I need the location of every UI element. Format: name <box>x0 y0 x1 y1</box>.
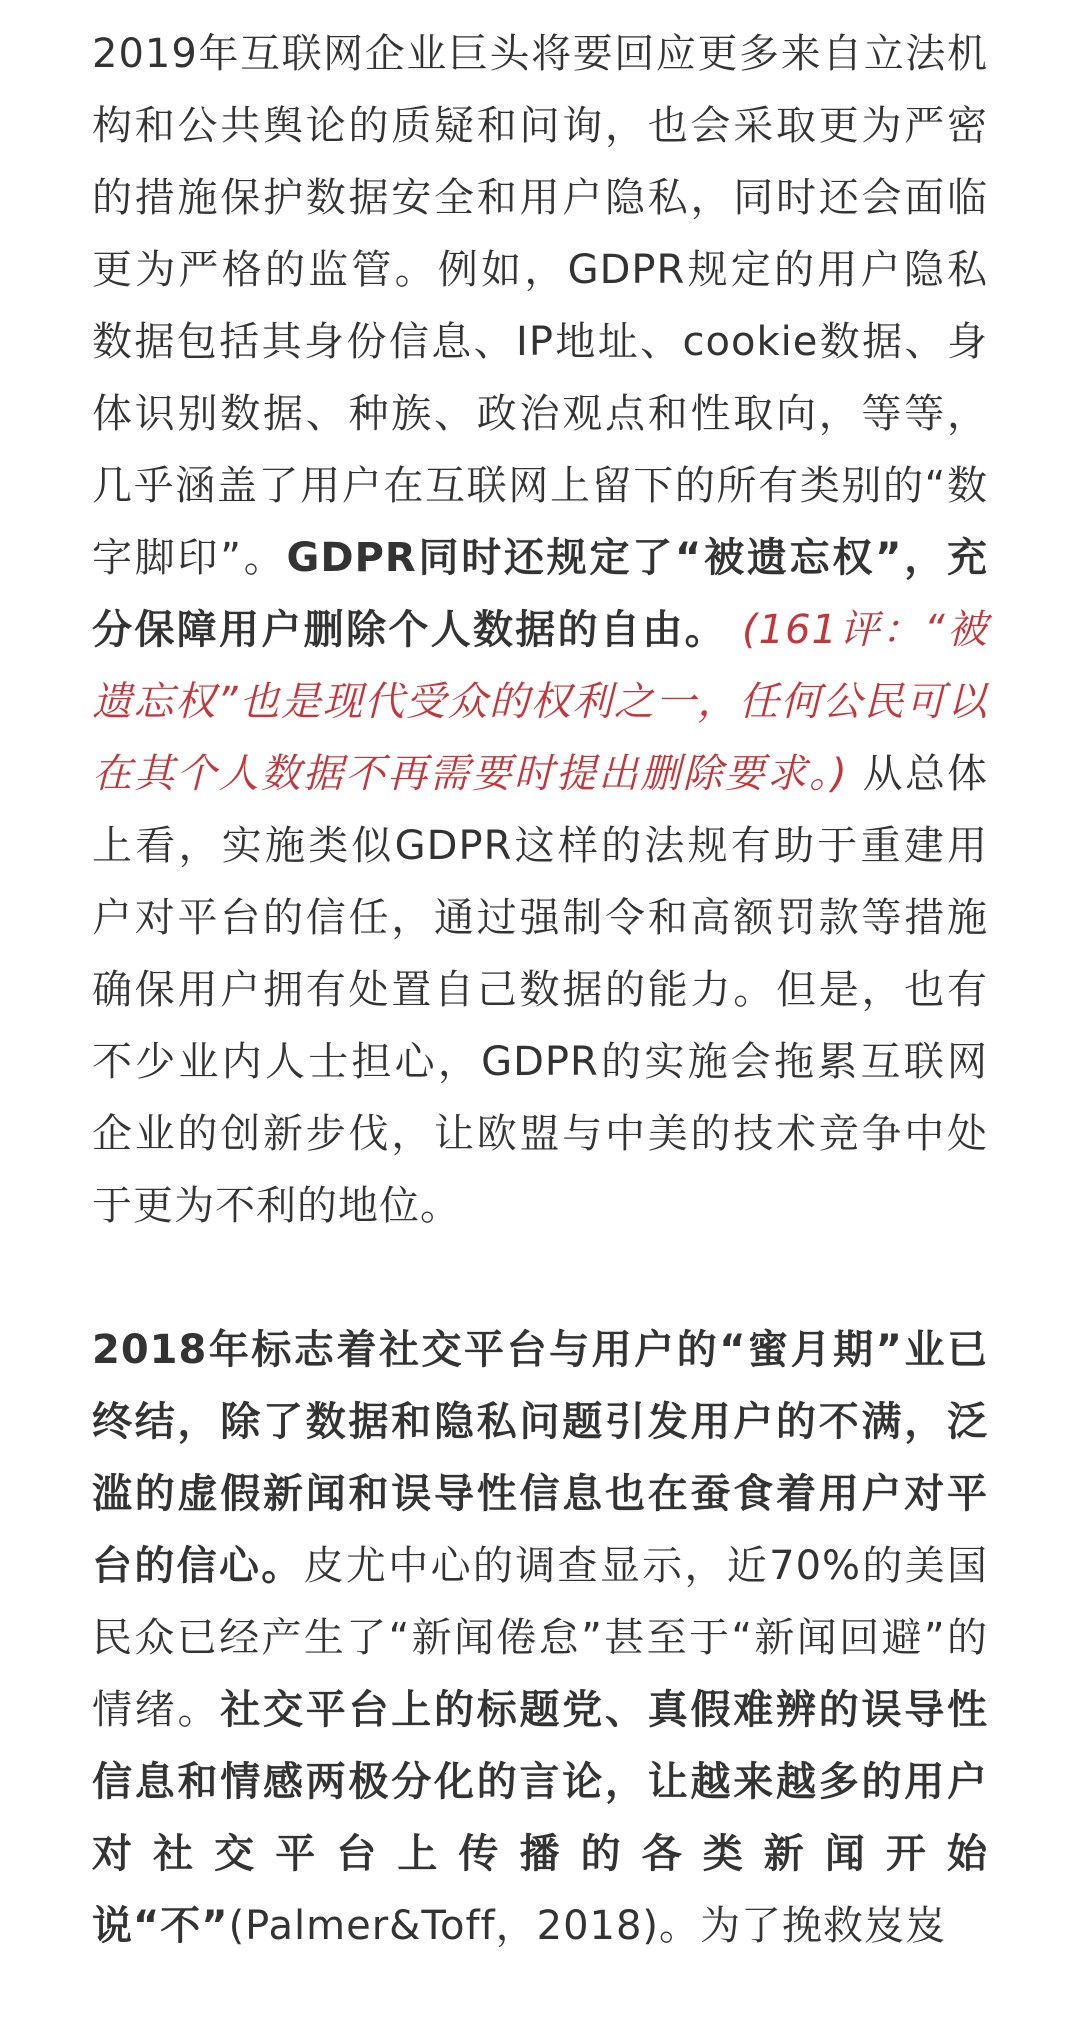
paragraph-text: 皮尤中心的调查显示，近70%的美国民众已经产生了“新闻倦怠”甚至于“新闻回避”的情绪。 <box>92 1543 989 1733</box>
emphasized-text: 社交平台上的标题党、真假难辨的误导性信息和情感两极分化的言论，让越来越多的用户对社交平台上传播的各类新闻开始说“不” <box>92 1687 988 1949</box>
paragraph-text: (Palmer&Toff，2018)。为了挽救岌岌 <box>228 1903 947 1949</box>
paragraph-social-platforms <box>92 1314 988 1962</box>
paragraph-gdpr <box>92 18 988 1242</box>
paragraph-text: 2019年互联网企业巨头将要回应更多来自立法机构和公共舆论的质疑和问询，也会采取更为严密的措施保护数据安全和用户隐私，同时还会面临更为严格的监管。例如，GDPR规定的用户隐私数据包括其身份信息、IP地址、cookie数据、身体识别数据、种族、政治观点和性取向，等等，几乎涵盖了用户在互联网上留下的所有类别的“数字脚印”。 <box>92 31 988 581</box>
editor-comment: (161评：“被遗忘权”也是现代受众的权利之一，任何公民可以在其个人数据不再需要时提出删除要求。) <box>92 607 989 797</box>
emphasized-text: GDPR同时还规定了“被遗忘权”，充分保障用户删除个人数据的自由。 <box>92 535 988 653</box>
emphasized-text: 2018年标志着社交平台与用户的“蜜月期”业已终结，除了数据和隐私问题引发用户的不满，泛滥的虚假新闻和误导性信息也在蚕食着用户对平台的信心。 <box>92 1327 988 1589</box>
paragraph-text: 从总体上看，实施类似GDPR这样的法规有助于重建用户对平台的信任，通过强制令和高额罚款等措施确保用户拥有处置自己数据的能力。但是，也有不少业内人士担心，GDPR的实施会拖累互联网企业的创新步伐，让欧盟与中美的技术竞争中处于更为不利的地位。 <box>92 751 989 1229</box>
